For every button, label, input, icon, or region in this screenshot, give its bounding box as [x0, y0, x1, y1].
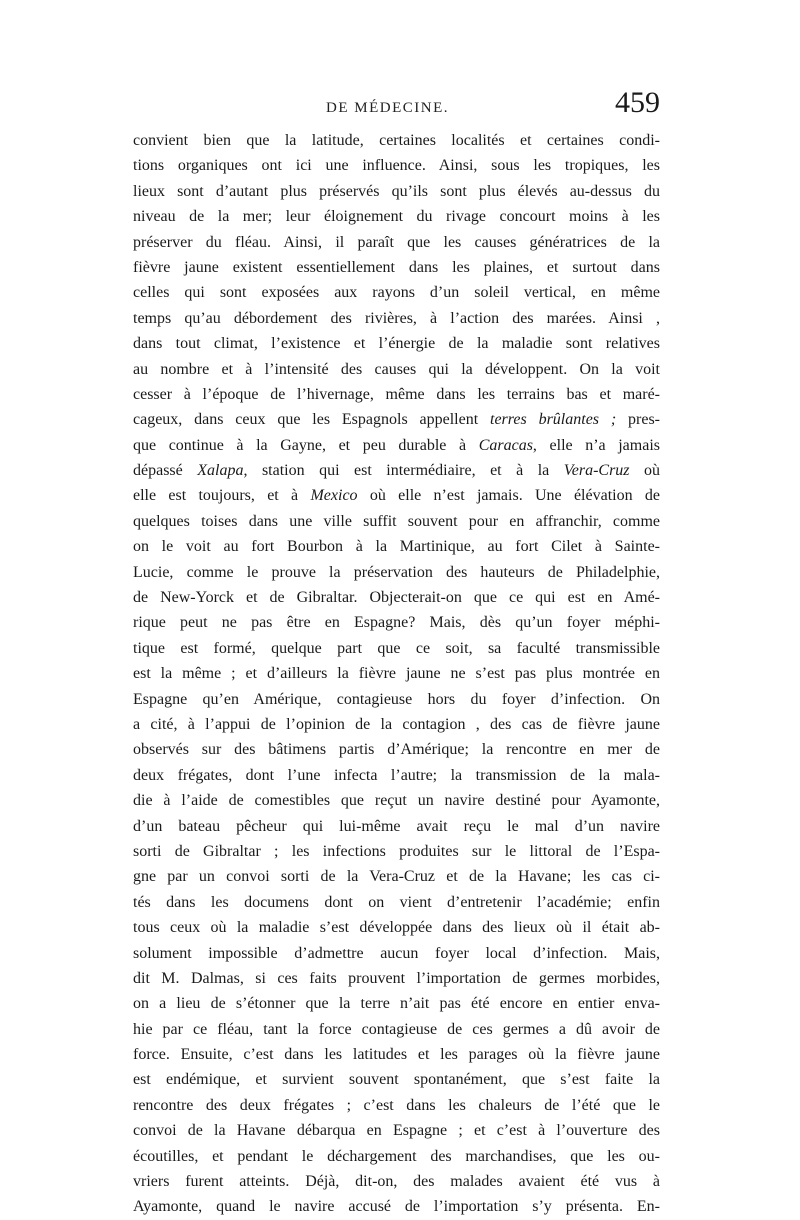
page-number: 459 [615, 86, 660, 119]
text-line [133, 687, 660, 712]
running-head: DE MÉDECINE. [326, 100, 449, 116]
text-run: où [629, 462, 660, 480]
text-run: hie par ce fléau, tant la force contagieuse de ces germes a dû avoir de [133, 1020, 660, 1038]
text-line [133, 890, 660, 915]
text-line [133, 128, 660, 153]
text-line [133, 610, 660, 635]
text-run: deux frégates, dont l’une infecta l’autre; la transmission de la mala- [133, 766, 660, 784]
text-run: Lucie, comme le prouve la préservation des hauteurs de Philadelphie, [133, 563, 660, 581]
text-run: préserver du fléau. Ainsi, il paraît que les causes génératrices de la [133, 233, 660, 251]
page-header [133, 86, 660, 126]
text-run: est endémique, et survient souvent spontanément, que s’est faite la [133, 1071, 660, 1089]
text-run: temps qu’au débordement des rivières, à l’action des marées. Ainsi , [133, 309, 660, 327]
text-line [133, 153, 660, 178]
text-run: est la même ; et d’ailleurs la fièvre jaune ne s’est pas plus montrée en [133, 665, 660, 683]
text-run: cageux, dans ceux que les Espagnols appellent [133, 411, 490, 429]
text-run: on le voit au fort Bourbon à la Martinique, au fort Cilet à Sainte- [133, 538, 660, 556]
text-run: d’un bateau pêcheur qui lui-même avait reçu le mal d’un navire [133, 817, 660, 835]
text-run: que continue à la Gayne, et peu durable à [133, 436, 479, 454]
text-line [133, 433, 660, 458]
text-run: où elle n’est jamais. Une élévation de [357, 487, 660, 505]
text-run: écoutilles, et pendant le déchargement des marchandises, que les ou- [133, 1147, 660, 1165]
text-run: tés dans les documens dont on vient d’entretenir l’académie; enfin [133, 893, 660, 911]
text-run: vriers furent atteints. Déjà, dit-on, des malades avaient été vus à [133, 1173, 660, 1191]
text-line [133, 458, 660, 483]
italic-text: Vera-Cruz [563, 462, 630, 480]
italic-text: Xalapa [197, 462, 244, 480]
text-line [133, 1042, 660, 1067]
text-line [133, 357, 660, 382]
text-run: au nombre et à l’intensité des causes qui la développent. On la voit [133, 360, 660, 378]
text-line [133, 1067, 660, 1092]
text-line [133, 941, 660, 966]
text-run: Espagne qu’en Amérique, contagieuse hors du foyer d’infection. On [133, 690, 660, 708]
text-line [133, 661, 660, 686]
text-run: rencontre des deux frégates ; c’est dans les chaleurs de l’été que le [133, 1096, 660, 1114]
text-line [133, 1017, 660, 1042]
text-run: convient bien que la latitude, certaines localités et certaines condi- [133, 132, 660, 149]
text-run: force. Ensuite, c’est dans les latitudes et les parages où la fièvre jaune [133, 1046, 660, 1064]
text-run: niveau de la mer; leur éloignement du rivage concourt moins à les [133, 208, 660, 226]
text-line [133, 1169, 660, 1194]
text-line [133, 864, 660, 889]
text-run: solument impossible d’admettre aucun foyer local d’infection. Mais, [133, 944, 660, 962]
text-line [133, 230, 660, 255]
text-line [133, 534, 660, 559]
text-line [133, 306, 660, 331]
body-text [133, 128, 660, 1220]
text-run: dit M. Dalmas, si ces faits prouvent l’importation de germes morbides, [133, 969, 660, 987]
text-line [133, 712, 660, 737]
text-run: lieux sont d’autant plus préservés qu’ils sont plus élevés au-dessus du [133, 182, 660, 200]
text-line [133, 737, 660, 762]
text-line [133, 636, 660, 661]
text-line [133, 814, 660, 839]
text-line [133, 560, 660, 585]
text-run: tions organiques ont ici une influence. Ainsi, sous les tropiques, les [133, 157, 660, 175]
text-line [133, 1118, 660, 1143]
italic-text: Mexico [310, 487, 358, 505]
text-run: on a lieu de s’étonner que la terre n’ait pas été encore en entier enva- [133, 995, 660, 1013]
text-line [133, 839, 660, 864]
text-line [133, 966, 660, 991]
text-run: dans tout climat, l’existence et l’énergie de la maladie sont relatives [133, 335, 660, 353]
text-run: de New-Yorck et de Gibraltar. Objecterait-on que ce qui est en Amé- [133, 589, 660, 607]
text-run: rique peut ne pas être en Espagne? Mais, dès qu’un foyer méphi- [133, 614, 660, 632]
italic-text: Caracas [478, 436, 533, 454]
text-line [133, 204, 660, 229]
text-run: , station qui est intermédiaire, et à la [243, 462, 564, 480]
text-run: die à l’aide de comestibles que reçut un navire destiné pour Ayamonte, [133, 792, 660, 810]
text-line [133, 788, 660, 813]
text-run: convoi de la Havane débarqua en Espagne ; et c’est à l’ouverture des [133, 1122, 660, 1140]
text-line [133, 509, 660, 534]
text-run: observés sur des bâtimens partis d’Amérique; la rencontre en mer de [133, 741, 660, 759]
text-run: fièvre jaune existent essentiellement dans les plaines, et surtout dans [133, 258, 660, 276]
text-line [133, 1093, 660, 1118]
text-run: elle est toujours, et à [133, 487, 311, 505]
text-line [133, 255, 660, 280]
text-line [133, 763, 660, 788]
text-run: gne par un convoi sorti de la Vera-Cruz et de la Havane; les cas ci- [133, 868, 660, 886]
text-line [133, 331, 660, 356]
text-run: tique est formé, quelque part que ce soit, sa faculté transmissible [133, 639, 660, 657]
text-run: Ayamonte, quand le navire accusé de l’importation s’y présenta. En- [133, 1198, 660, 1216]
text-line [133, 1194, 660, 1219]
text-run: , elle n’a jamais [532, 436, 660, 454]
text-line [133, 280, 660, 305]
text-line [133, 382, 660, 407]
text-run: tous ceux où la maladie s’est développée dans des lieux où il était ab- [133, 919, 660, 937]
text-line [133, 407, 660, 432]
italic-text: terres brûlantes ; [490, 411, 617, 429]
text-line [133, 915, 660, 940]
text-run: pres- [616, 411, 660, 429]
text-line [133, 991, 660, 1016]
text-run: cesser à l’époque de l’hivernage, même dans les terrains bas et maré- [133, 385, 660, 403]
text-line [133, 1144, 660, 1169]
text-line [133, 585, 660, 610]
text-run: a cité, à l’appui de l’opinion de la contagion , des cas de fièvre jaune [133, 715, 660, 733]
text-line [133, 179, 660, 204]
text-run: celles qui sont exposées aux rayons d’un soleil vertical, en même [133, 284, 660, 302]
text-run: sorti de Gibraltar ; les infections produites sur le littoral de l’Espa- [133, 842, 660, 860]
text-line [133, 483, 660, 508]
text-run: dépassé [133, 462, 198, 480]
text-run: quelques toises dans une ville suffit souvent pour en affranchir, comme [133, 512, 660, 530]
